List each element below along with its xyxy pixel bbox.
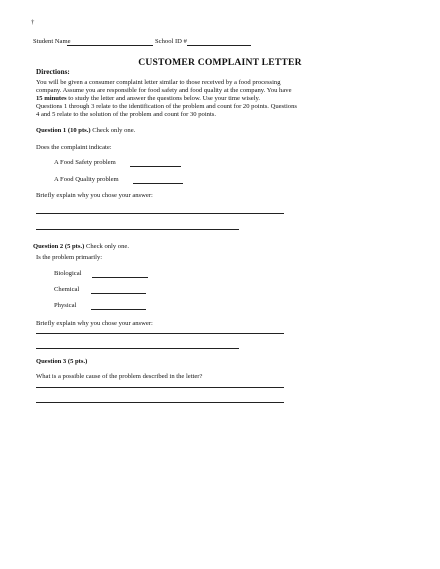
school-id-label: School ID #	[155, 38, 187, 45]
directions-heading: Directions:	[36, 68, 70, 76]
corner-mark: †	[31, 19, 35, 26]
question-1-explain-prompt: Briefly explain why you chose your answer:	[36, 192, 153, 199]
student-name-label: Student Name	[33, 38, 71, 45]
school-id-field[interactable]	[187, 45, 251, 46]
question-1-prompt: Does the complaint indicate:	[36, 144, 112, 151]
answer-blank-biological[interactable]	[92, 277, 148, 278]
answer-line[interactable]	[36, 213, 284, 214]
directions-text: Questions 1 through 3 relate to the identification of the problem and count for 20 points. Questions	[36, 103, 297, 110]
directions-text: 15 minutes to study the letter and answer the questions below. Use your time wisely.	[36, 95, 261, 102]
answer-blank-chemical[interactable]	[91, 293, 146, 294]
option-chemical: Chemical	[54, 286, 80, 293]
directions-text: You will be given a consumer complaint letter similar to those received by a food processing	[36, 79, 281, 86]
question-3-heading: Question 3 (5 pts.)	[36, 358, 88, 365]
answer-line[interactable]	[36, 348, 239, 349]
answer-line[interactable]	[36, 402, 284, 403]
student-name-field[interactable]	[67, 45, 153, 46]
question-3-prompt: What is a possible cause of the problem described in the letter?	[36, 373, 203, 380]
answer-blank-food-quality[interactable]	[133, 183, 183, 184]
directions-text: 4 and 5 relate to the solution of the problem and count for 30 points.	[36, 111, 217, 118]
option-biological: Biological	[54, 270, 82, 277]
option-food-safety: A Food Safety problem	[54, 159, 116, 166]
answer-blank-food-safety[interactable]	[130, 166, 181, 167]
option-physical: Physical	[54, 302, 77, 309]
option-food-quality: A Food Quality problem	[54, 176, 119, 183]
time-limit: 15 minutes	[36, 95, 67, 102]
answer-line[interactable]	[36, 229, 239, 230]
page-title: CUSTOMER COMPLAINT LETTER	[138, 57, 302, 68]
answer-line[interactable]	[36, 333, 284, 334]
answer-blank-physical[interactable]	[91, 309, 146, 310]
question-1-heading: Question 1 (10 pts.) Check only one.	[36, 127, 136, 134]
question-2-heading: Question 2 (5 pts.) Check only one.	[33, 243, 129, 250]
question-2-explain-prompt: Briefly explain why you chose your answer:	[36, 320, 153, 327]
directions-text: company. Assume you are responsible for food safety and food quality at the company. You have	[36, 87, 292, 94]
answer-line[interactable]	[36, 387, 284, 388]
question-2-prompt: Is the problem primarily:	[36, 254, 103, 261]
